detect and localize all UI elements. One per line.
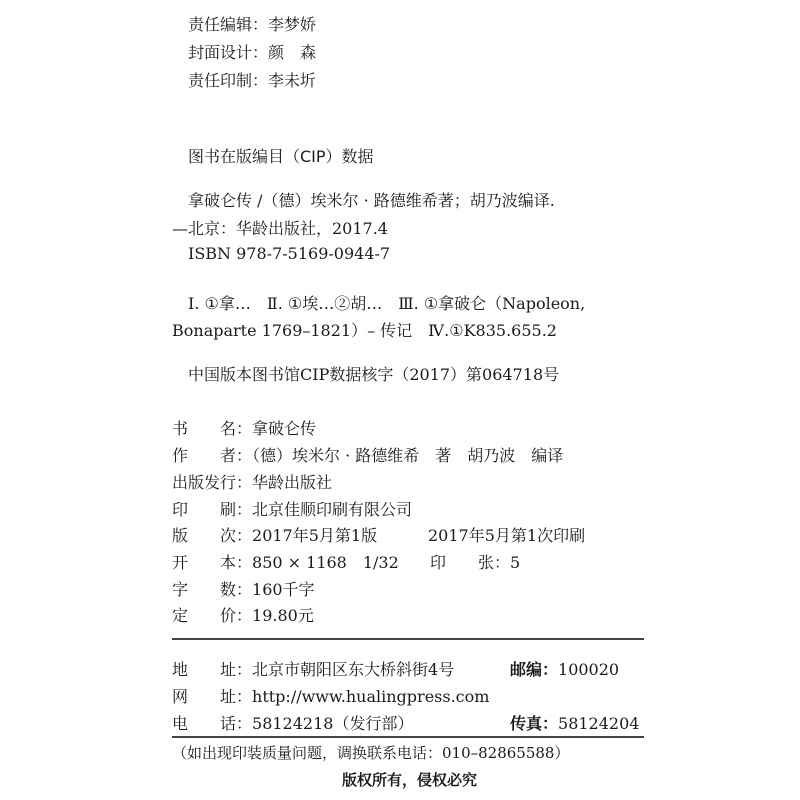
info-word-count-value: 160千字 (252, 580, 315, 599)
info-print-run: 2017年5月第1次印刷 (428, 526, 586, 545)
credit-printing-supervisor (188, 68, 316, 91)
info-printer (172, 497, 412, 520)
info-sheets-value: 5 (510, 553, 521, 572)
contact-address-label: 地 址： (172, 660, 253, 679)
info-sheets (430, 550, 520, 573)
contact-phone (172, 711, 413, 734)
divider-bottom (172, 736, 644, 738)
contact-fax-label: 传真： (510, 714, 559, 733)
info-edition-label: 版 次： (172, 526, 253, 545)
info-publisher-value: 华龄出版社 (252, 473, 333, 492)
contact-fax (510, 711, 639, 734)
info-author-value: （德）埃米尔 · 路德维希 著 胡乃波 编译 (252, 446, 564, 465)
info-sheets-label: 印 张： (430, 553, 511, 572)
info-word-count (172, 577, 315, 600)
credit-editor-label: 责任编辑： (188, 15, 269, 34)
info-publisher-label: 出版发行： (172, 473, 253, 492)
info-printer-label: 印 刷： (172, 500, 253, 519)
info-price-label: 定 价： (172, 606, 253, 625)
info-author (172, 443, 563, 466)
contact-phone-value: 58124218（发行部） (252, 714, 414, 733)
info-title-value: 拿破仑传 (252, 419, 317, 438)
info-edition-value: 2017年5月第1版 (252, 526, 378, 545)
contact-website-value[interactable]: http://www.hualingpress.com (252, 687, 490, 706)
credit-cover-design (188, 40, 316, 63)
contact-postcode-value: 100020 (558, 660, 620, 679)
contact-postcode (510, 657, 619, 680)
contact-phone-label: 电 话： (172, 714, 253, 733)
contact-website (172, 684, 489, 707)
credit-editor-value: 李梦娇 (268, 15, 317, 34)
info-format (172, 550, 399, 573)
copyright-notice: 版权所有，侵权必究 (342, 771, 478, 789)
divider-top (172, 638, 644, 640)
contact-website-label: 网 址： (172, 687, 253, 706)
credit-printing-supervisor-value: 李未圻 (268, 71, 317, 90)
info-publisher (172, 470, 332, 493)
info-title (172, 416, 316, 439)
cip-line-isbn: ISBN 978-7-5169-0944-7 (188, 244, 391, 263)
cip-line-publisher: —北京：华龄出版社，2017.4 (172, 219, 388, 238)
contact-fax-value: 58124204 (558, 714, 640, 733)
cip-classification-line-2: Bonaparte 1769–1821）– 传记 Ⅳ.①K835.655.2 (172, 321, 557, 340)
info-author-label: 作 者： (172, 446, 253, 465)
cip-record-number: 中国版本图书馆CIP数据核字（2017）第064718号 (188, 365, 560, 384)
info-price (172, 603, 314, 626)
cip-line-title: 拿破仑传 /（德）埃米尔 · 路德维希著；胡乃波编译. (188, 191, 555, 210)
info-format-value: 850 × 1168 1/32 (252, 553, 399, 572)
credit-cover-design-value: 颜 森 (268, 43, 317, 62)
quality-notice: （如出现印装质量问题，调换联系电话：010–82865588） (172, 744, 570, 762)
credit-cover-design-label: 封面设计： (188, 43, 269, 62)
info-printer-value: 北京佳顺印刷有限公司 (252, 500, 413, 519)
credit-printing-supervisor-label: 责任印制： (188, 71, 269, 90)
cip-heading: 图书在版编目（CIP）数据 (188, 147, 374, 166)
info-word-count-label: 字 数： (172, 580, 253, 599)
contact-address (172, 657, 454, 680)
info-title-label: 书 名： (172, 419, 253, 438)
info-format-label: 开 本： (172, 553, 253, 572)
contact-postcode-label: 邮编： (510, 660, 559, 679)
info-price-value: 19.80元 (252, 606, 314, 625)
credit-editor (188, 12, 316, 35)
cip-classification-line-1: Ⅰ. ①拿… Ⅱ. ①埃…②胡… Ⅲ. ①拿破仑（Napoleon, (188, 294, 586, 313)
contact-address-value: 北京市朝阳区东大桥斜街4号 (252, 660, 455, 679)
info-edition (172, 523, 377, 546)
